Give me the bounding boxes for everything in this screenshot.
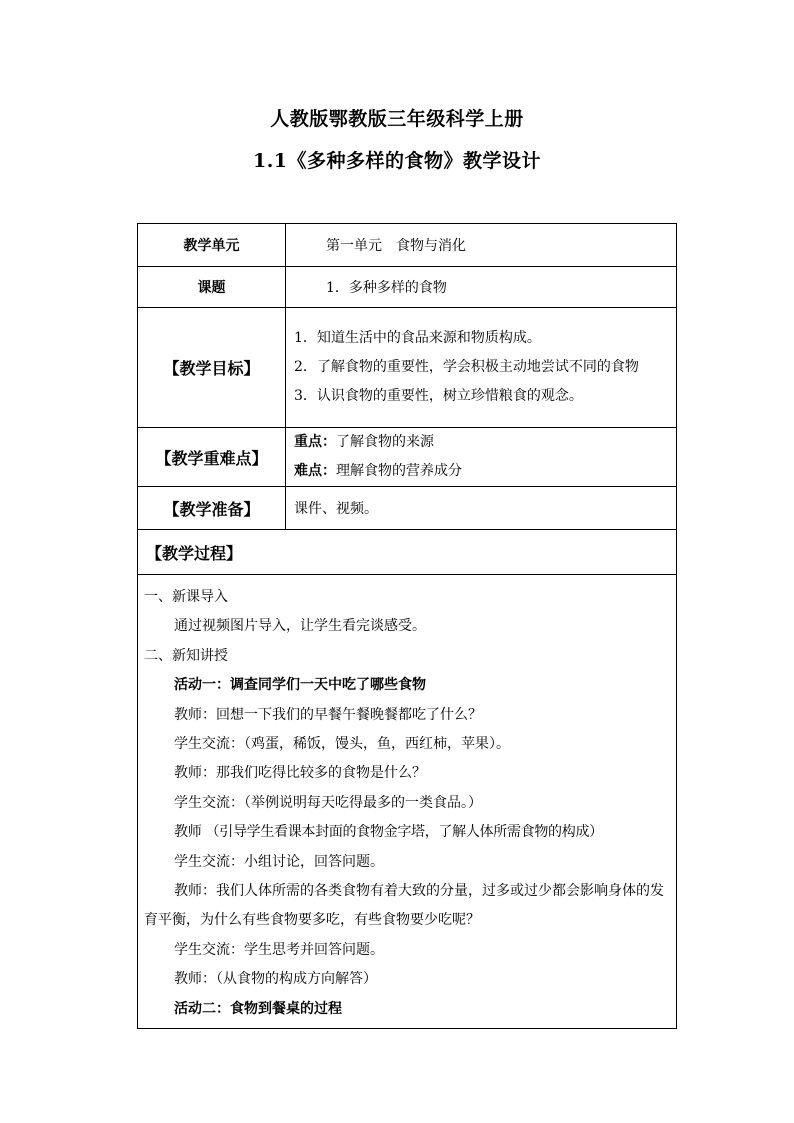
key-label: 重点：	[294, 434, 336, 450]
unit-row	[138, 224, 677, 267]
topic-value: 1．多种多样的食物	[286, 267, 677, 308]
topic-row	[138, 267, 677, 308]
process-line: 通过视频图片导入，让学生看完谈感受。	[174, 618, 426, 635]
goal-item: 2．了解食物的重要性，学会积极主动地尝试不同的食物	[294, 359, 639, 375]
process-line: 学生交流：（鸡蛋，稀饭，馒头，鱼，西红柿，苹果）。	[174, 736, 510, 753]
difficulty-value: 理解食物的营养成分	[336, 463, 462, 479]
process-line: 教师：我们人体所需的各类食物有着大致的分量，过多或过少都会影响身体的发育平衡，为什么有些食物要多吃，有些食物要少吃呢？	[144, 883, 664, 929]
process-body	[138, 575, 677, 1029]
keypoints-row	[138, 428, 677, 487]
activity-heading: 活动二：食物到餐桌的过程	[174, 1000, 342, 1017]
key-value: 了解食物的来源	[336, 434, 434, 450]
document-title: 人教版鄂教版三年级科学上册	[270, 108, 524, 130]
process-body-row	[138, 575, 677, 1029]
process-line: 教师 （引导学生看课本封面的食物金字塔，了解人体所需食物的构成）	[174, 824, 603, 841]
goal-item: 3．认识食物的重要性，树立珍惜粮食的观念。	[294, 388, 583, 404]
process-header-row	[138, 530, 677, 575]
activity-heading: 活动一：调查同学们一天中吃了哪些食物	[174, 677, 426, 694]
process-line: 学生交流：学生思考并回答问题。	[174, 941, 384, 958]
section-heading: 一、新课导入	[144, 589, 228, 605]
prep-row	[138, 487, 677, 530]
goals-row	[138, 308, 677, 428]
process-line: 教师：那我们吃得比较多的食物是什么？	[174, 765, 426, 782]
goals-cell	[286, 308, 677, 428]
process-line: 教师：（从食物的构成方向解答）	[174, 971, 377, 988]
process-line: 学生交流：（举例说明每天吃得最多的一类食品。）	[174, 794, 482, 811]
process-line: 学生交流：小组讨论，回答问题。	[174, 853, 384, 870]
goal-item: 1．知道生活中的食品来源和物质构成。	[294, 330, 541, 346]
section-heading: 二、新知讲授	[144, 647, 228, 664]
keypoints-label: 【教学重难点】	[138, 428, 286, 487]
process-label: 【教学过程】	[138, 530, 677, 575]
process-line: 教师：回想一下我们的早餐午餐晚餐都吃了什么？	[174, 706, 482, 723]
lesson-plan-table	[137, 223, 677, 1029]
goals-label: 【教学目标】	[138, 308, 286, 428]
unit-label: 教学单元	[138, 224, 286, 267]
prep-label: 【教学准备】	[138, 487, 286, 530]
lesson-title: 1.1《多种多样的食物》教学设计	[252, 150, 542, 172]
difficulty-label: 难点：	[294, 463, 336, 479]
unit-value: 第一单元 食物与消化	[286, 224, 677, 267]
prep-value: 课件、视频。	[286, 487, 677, 530]
keypoints-cell	[286, 428, 677, 487]
topic-label: 课题	[138, 267, 286, 308]
